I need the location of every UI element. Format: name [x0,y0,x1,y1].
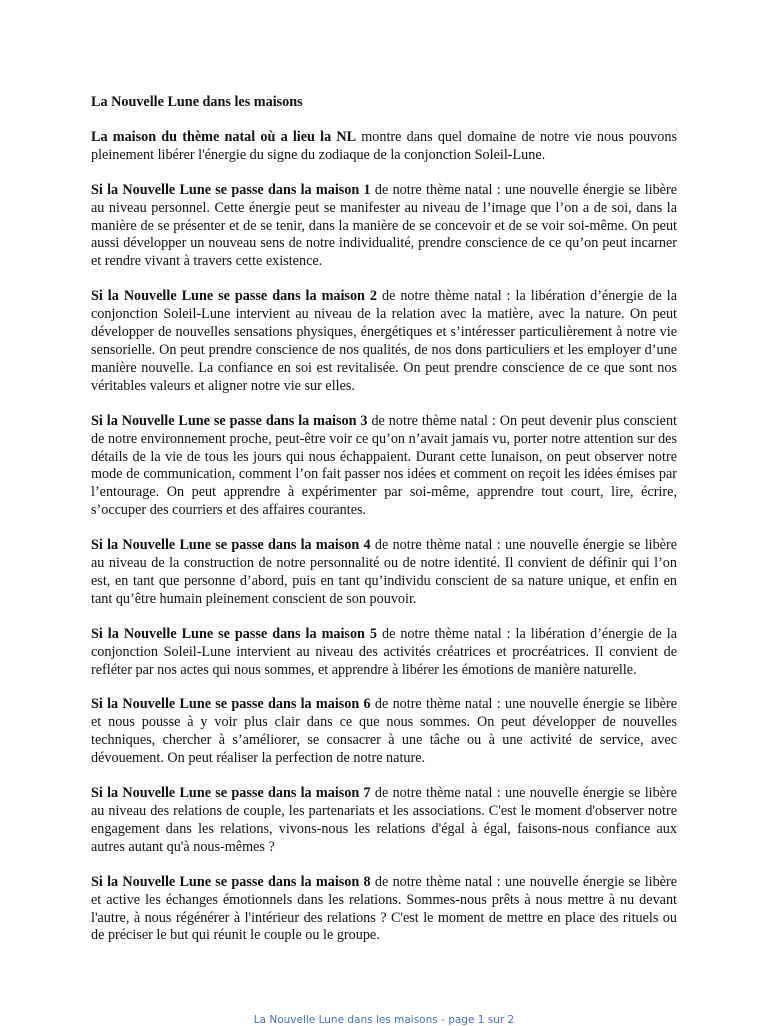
paragraph-lead: Si la Nouvelle Lune se passe dans la maison 1 [91,181,371,198]
paragraph-lead: Si la Nouvelle Lune se passe dans la maison 5 [91,625,377,642]
paragraph-text: de notre thème natal : la libération d’énergie de la conjonction Soleil-Lune intervient au niveau des activités créatrices et procréatrices. Il convient de refléter par nos actes qui nous sommes, et apprendre à libérer les émotions de manière naturelle. [91,625,677,678]
paragraph-lead: La maison du thème natal où a lieu la NL [91,128,357,145]
paragraph-maison-6 [91,696,677,768]
paragraph-lead: Si la Nouvelle Lune se passe dans la maison 7 [91,785,371,802]
paragraph-maison-8 [91,874,677,946]
paragraph-lead: Si la Nouvelle Lune se passe dans la maison 6 [91,696,371,713]
paragraph-text: de notre thème natal : la libération d’énergie de la conjonction Soleil-Lune intervient au niveau de la relation avec la matière, avec la nature. On peut développer de nouvelles sensations physiques, énergétiques et s’intéresser particulièrement à notre vie sensorielle. On peut prendre conscience de nos qualités, de nos dons particuliers et les employer d’une manière nouvelle. La confiance en soi est revitalisée. On peut prendre conscience de ce que sont nos véritables valeurs et aligner notre vie sur elles. [91,288,677,394]
paragraph-text: de notre thème natal : une nouvelle énergie se libère et nous pousse à y voir plus clair dans ce que nous sommes. On peut développer de nouvelles techniques, chercher à s’améliorer, se consacrer à une tâche ou à une activité de service, avec dévouement. On peut réaliser la perfection de notre nature. [91,696,677,767]
paragraph-text: de notre thème natal : une nouvelle énergie se libère et active les échanges émotionnels dans les relations. Sommes-nous prêts à nous mettre à nu devant l'autre, à nous régénérer à l'intérieur des relations ? C'est le moment de mettre en place des rituels ou de préciser le but qui réunit le couple ou le groupe. [91,873,677,944]
paragraph-maison-1 [91,182,677,272]
paragraph-maison-2 [91,288,677,395]
paragraph-text: de notre thème natal : une nouvelle énergie se libère au niveau de la construction de notre personnalité ou de notre identité. Il convient de définir qui l’on est, en tant que personne d’abord, puis en tant qu’individu conscient de sa nature unique, et enfin en tant qu’être humain pleinement conscient de son pouvoir. [91,537,677,607]
document-body [91,86,677,945]
paragraph-lead: Si la Nouvelle Lune se passe dans la maison 3 [91,412,368,429]
page-footer: La Nouvelle Lune dans les maisons - page 1 sur 2 [253,1014,515,1026]
document-title: La Nouvelle Lune dans les maisons [91,94,303,110]
paragraph-maison-4 [91,537,677,609]
paragraph-text: montre dans quel domaine de notre vie nous pouvons pleinement libérer l'énergie du signe du zodiaque de la conjonction Soleil-Lune. [91,128,677,163]
paragraph-text: de notre thème natal : On peut devenir plus conscient de notre environnement proche, peut-être voir ce qu’on n’avait jamais vu, porter notre attention sur des détails de la vie de tous les jours qui nous échappaient. Durant cette lunaison, on peut observer notre mode de communication, comment l’on fait passer nos idées et comment on reçoit les idées émises par l’entourage. On peut apprendre à expérimenter par soi-même, apprendre tout court, lire, écrire, s’occuper des courriers et des affaires courantes. [91,412,677,519]
paragraph-intro [91,129,677,165]
paragraph-text: de notre thème natal : une nouvelle énergie se libère au niveau des relations de couple, les partenariats et les associations. C'est le moment d'observer notre engagement dans les relations, vivons-nous les relations d'égal à égal, faisons-nous confiance aux autres autant qu'à nous-mêmes ? [91,785,677,855]
paragraph-text: de notre thème natal : une nouvelle énergie se libère au niveau personnel. Cette énergie peut se manifester au niveau de l’image que l’on a de soi, dans la manière de se présenter et de se tenir, dans la manière de se concevoir et de se voir soi-même. On peut aussi développer un nouveau sens de notre individualité, prendre conscience de ce qu’on peut incarner et rendre vivant à travers cette existence. [91,181,677,270]
paragraph-maison-5 [91,626,677,680]
paragraph-maison-3 [91,413,677,520]
paragraph-lead: Si la Nouvelle Lune se passe dans la maison 4 [91,537,371,554]
paragraph-lead: Si la Nouvelle Lune se passe dans la maison 8 [91,873,371,890]
paragraph-maison-7 [91,785,677,857]
paragraph-lead: Si la Nouvelle Lune se passe dans la maison 2 [91,288,377,305]
